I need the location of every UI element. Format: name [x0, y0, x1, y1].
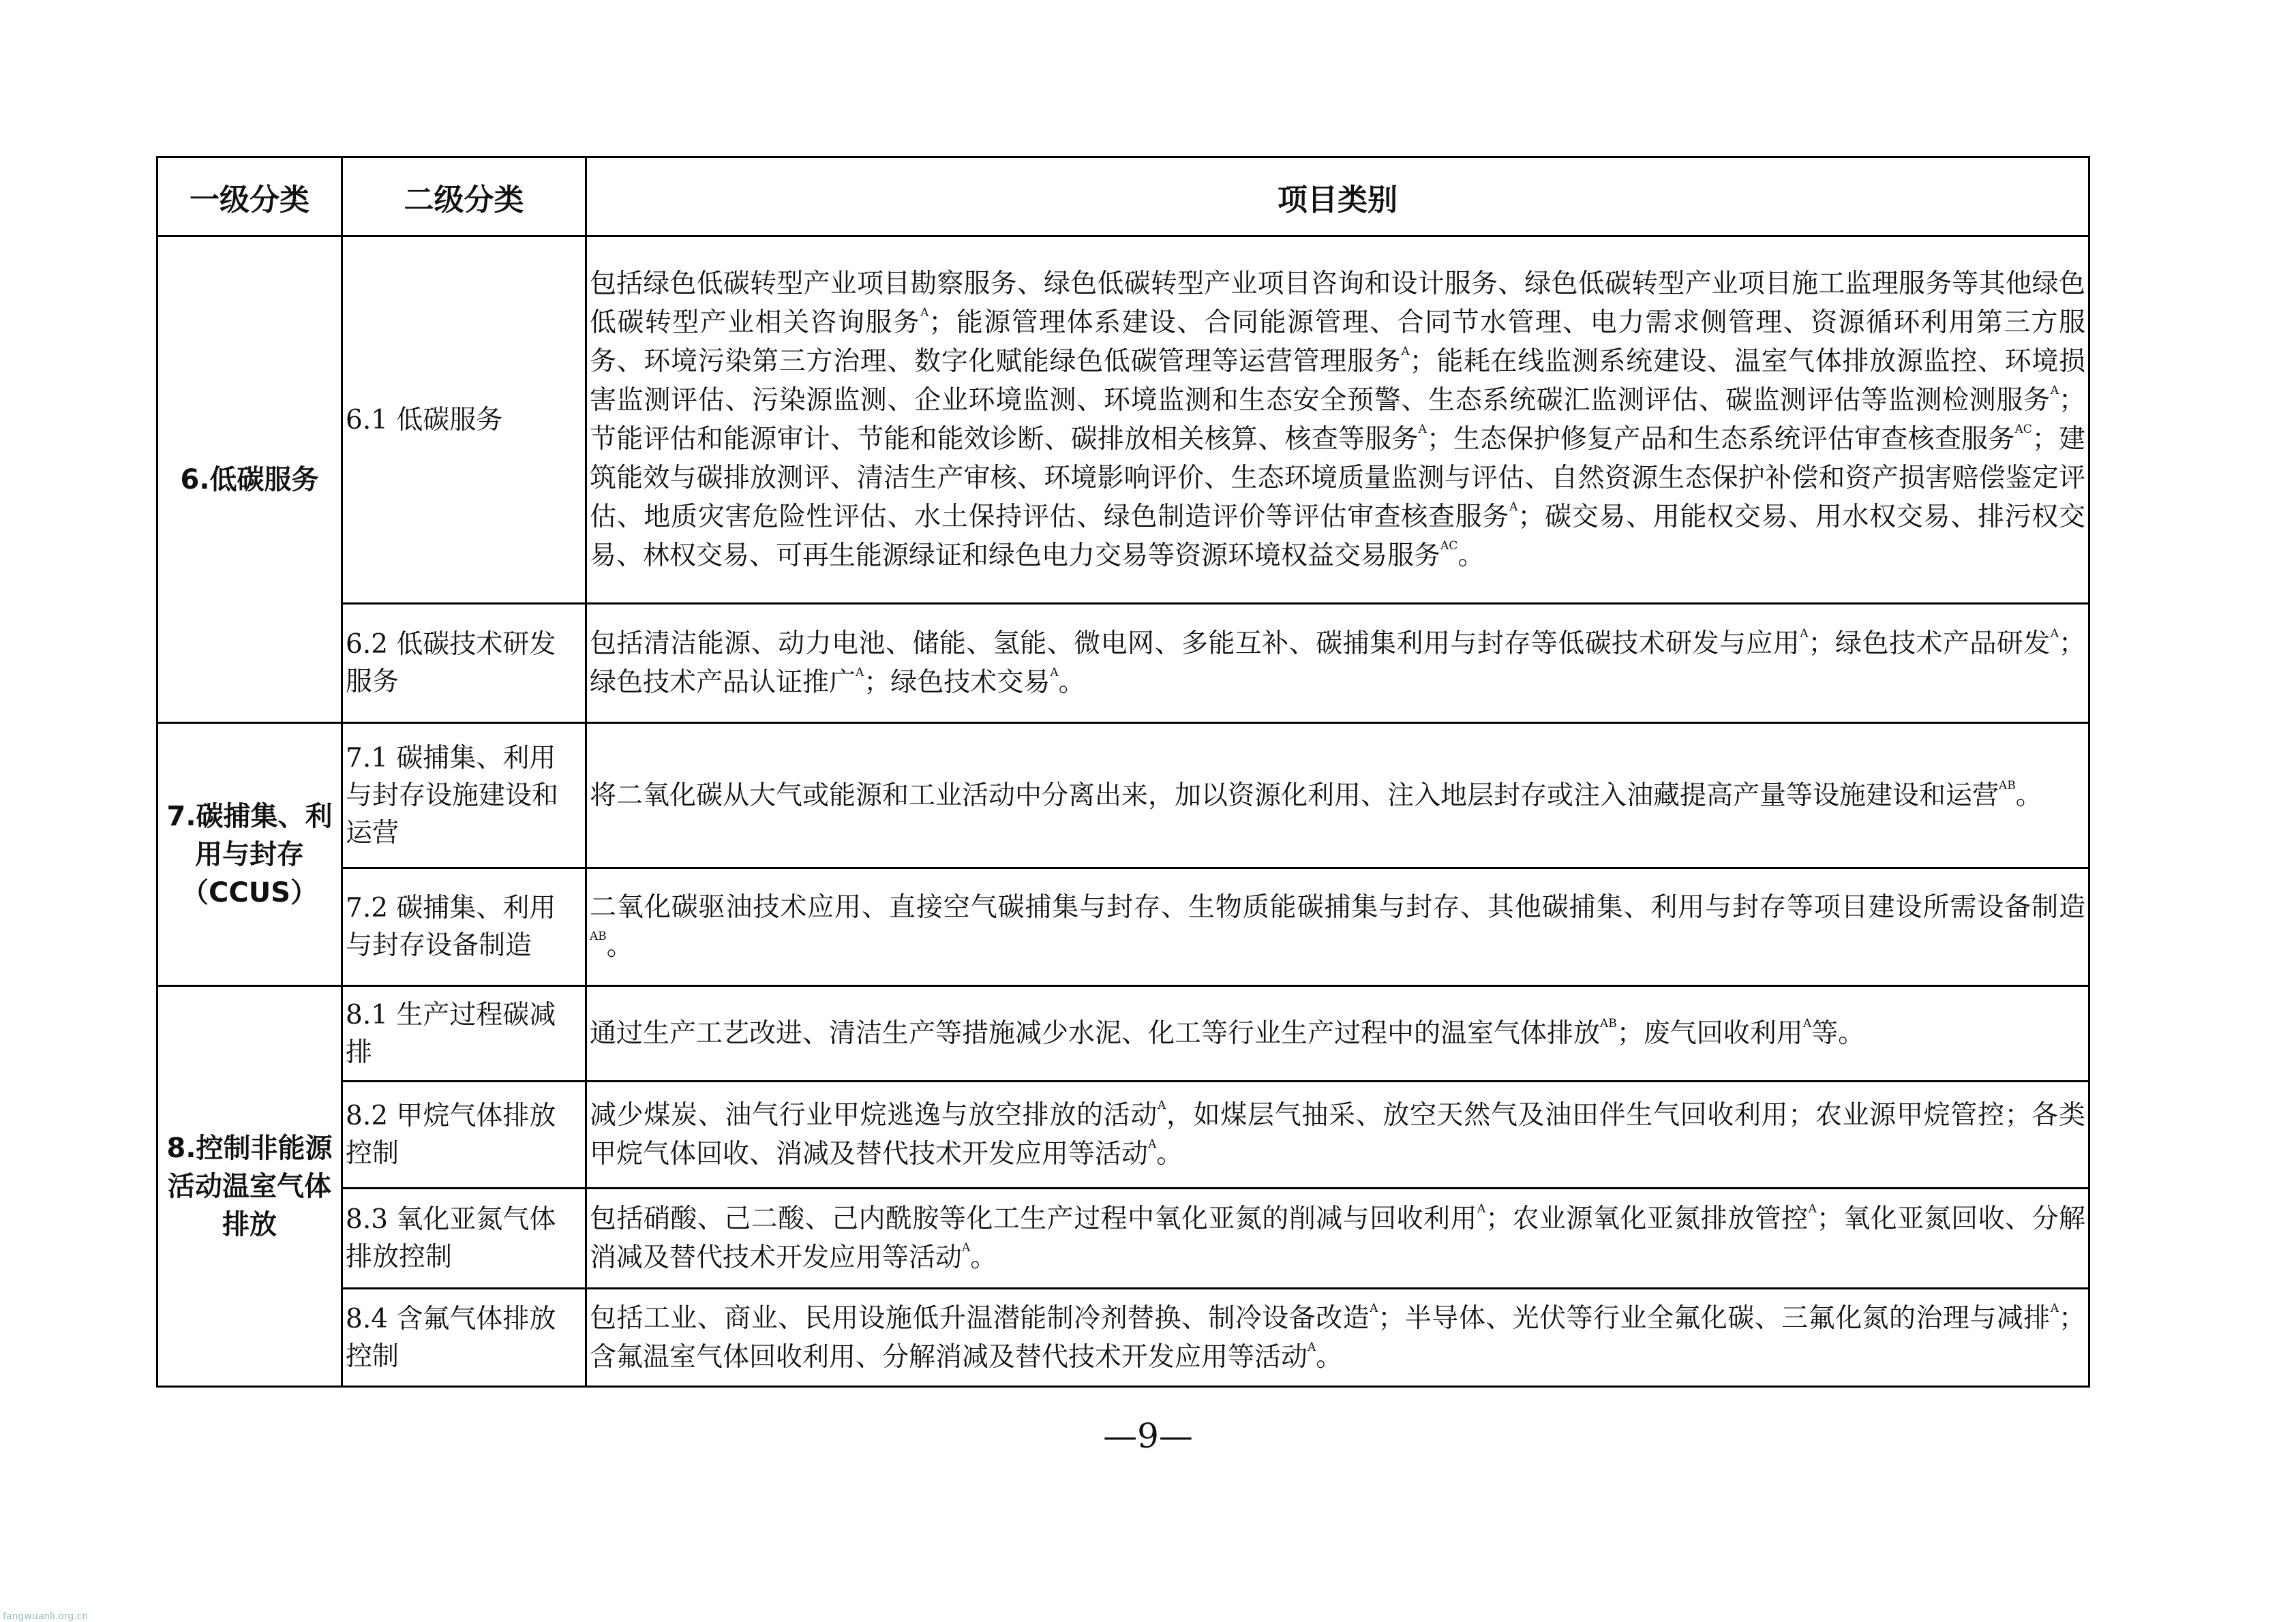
superscript-marker: AC	[1440, 539, 1458, 553]
level2-cell: 7.2 碳捕集、利用与封存设备制造	[342, 868, 586, 986]
project-cell: 包括工业、商业、民用设施低升温潜能制冷剂替换、制冷设备改造$^A$；半导体、光伏等行业全氟化碳、三氟化氮的治理与减排$^A$；含氟温室气体回收利用、分解消减及替代技术开发应用等活动$^A$。	[586, 1289, 2089, 1387]
level1-cell: 8.控制非能源活动温室气体排放	[157, 986, 342, 1387]
superscript-marker: A	[2050, 1301, 2059, 1315]
superscript-marker: A	[1401, 345, 1410, 358]
superscript-marker: AC	[2014, 423, 2032, 436]
table-row	[157, 723, 2089, 868]
table-row	[157, 604, 2089, 723]
header-level1: 一级分类	[157, 157, 342, 236]
project-cell: 包括绿色低碳转型产业项目勘察服务、绿色低碳转型产业项目咨询和设计服务、绿色低碳转型产业项目施工监理服务等其他绿色低碳转型产业相关咨询服务$^A$；能源管理体系建设、合同能源管理、合同节水管理、电力需求侧管理、资源循环利用第三方服务、环境污染第三方治理、数字化赋能绿色低碳管理等运营管理服务$^A$；能耗在线监测系统建设、温室气体排放源监控、环境损害监测评估、污染源监测、企业环境监测、环境监测和生态安全预警、生态系统碳汇监测评估、碳监测评估等监测检测服务$^A$；节能评估和能源审计、节能和能效诊断、碳排放相关核算、核查等服务$^A$；生态保护修复产品和生态系统评估审查核查服务$^{AC}$；建筑能效与碳排放测评、清洁生产审核、环境影响评价、生态环境质量监测与评估、自然资源生态保护补偿和资产损害赔偿鉴定评估、地质灾害危险性评估、水土保持评估、绿色制造评价等评估审查核查服务$^A$；碳交易、用能权交易、用水权交易、排污权交易、林权交易、可再生能源绿证和绿色电力交易等资源环境权益交易服务$^{AC}$。	[586, 236, 2089, 604]
level2-cell: 6.2 低碳技术研发服务	[342, 604, 586, 723]
classification-table	[156, 156, 2090, 1388]
table-row	[157, 1289, 2089, 1387]
table-row	[157, 1189, 2089, 1289]
superscript-marker: A	[856, 666, 864, 679]
level2-cell: 7.1 碳捕集、利用与封存设施建设和运营	[342, 723, 586, 868]
project-cell: 二氧化碳驱油技术应用、直接空气碳捕集与封存、生物质能碳捕集与封存、其他碳捕集、利用与封存等项目建设所需设备制造$^{AB}$。	[586, 868, 2089, 986]
superscript-marker: A	[2050, 384, 2059, 397]
superscript-marker: A	[962, 1241, 971, 1255]
watermark-text: fangwuanli.org.cn	[3, 1611, 89, 1622]
table-row	[157, 236, 2089, 604]
superscript-marker: A	[920, 306, 929, 320]
project-cell: 将二氧化碳从大气或能源和工业活动中分离出来，加以资源化利用、注入地层封存或注入油藏提高产量等设施建设和运营$^{AB}$。	[586, 723, 2089, 868]
superscript-marker: A	[1800, 627, 1809, 641]
superscript-marker: A	[1509, 500, 1518, 514]
superscript-marker: A	[1050, 666, 1059, 679]
superscript-marker: A	[1477, 1202, 1486, 1216]
table-row	[157, 986, 2089, 1082]
level2-cell: 8.3 氧化亚氮气体排放控制	[342, 1189, 586, 1289]
superscript-marker: AB	[590, 930, 607, 943]
project-cell: 包括清洁能源、动力电池、储能、氢能、微电网、多能互补、碳捕集利用与封存等低碳技术研发与应用$^A$；绿色技术产品研发$^A$；绿色技术产品认证推广$^A$；绿色技术交易$^A$。	[586, 604, 2089, 723]
project-cell: 减少煤炭、油气行业甲烷逃逸与放空排放的活动$^A$，如煤层气抽采、放空天然气及油田伴生气回收利用；农业源甲烷管控；各类甲烷气体回收、消减及替代技术开发应用等活动$^A$。	[586, 1082, 2089, 1189]
superscript-marker: AB	[1999, 778, 2016, 793]
level2-cell: 8.2 甲烷气体排放控制	[342, 1082, 586, 1189]
superscript-marker: A	[1370, 1301, 1378, 1315]
level1-cell: 6.低碳服务	[157, 236, 342, 723]
level1-cell: 7.碳捕集、利用与封存（CCUS）	[157, 723, 342, 986]
superscript-marker: A	[1308, 1340, 1316, 1354]
level2-cell: 8.4 含氟气体排放控制	[342, 1289, 586, 1387]
header-level2: 二级分类	[342, 157, 586, 236]
superscript-marker: A	[1808, 1202, 1817, 1216]
level2-cell: 6.1 低碳服务	[342, 236, 586, 604]
table-row	[157, 868, 2089, 986]
superscript-marker: AB	[1600, 1017, 1617, 1030]
superscript-marker: A	[2050, 627, 2059, 641]
superscript-marker: A	[1148, 1137, 1157, 1151]
table-header-row	[157, 157, 2089, 236]
superscript-marker: A	[1802, 1017, 1812, 1030]
level2-cell: 8.1 生产过程碳减排	[342, 986, 586, 1082]
project-cell: 包括硝酸、己二酸、己内酰胺等化工生产过程中氧化亚氮的削减与回收利用$^A$；农业源氧化亚氮排放管控$^A$；氧化亚氮回收、分解消减及替代技术开发应用等活动$^A$。	[586, 1189, 2089, 1289]
header-project-category: 项目类别	[586, 157, 2089, 236]
superscript-marker: A	[1418, 423, 1427, 436]
superscript-marker: A	[1158, 1099, 1166, 1112]
table-row	[157, 1082, 2089, 1189]
project-cell: 通过生产工艺改进、清洁生产等措施减少水泥、化工等行业生产过程中的温室气体排放$^{AB}$；废气回收利用$^A$等。	[586, 986, 2089, 1082]
page-number: —9—	[1103, 1416, 1193, 1456]
